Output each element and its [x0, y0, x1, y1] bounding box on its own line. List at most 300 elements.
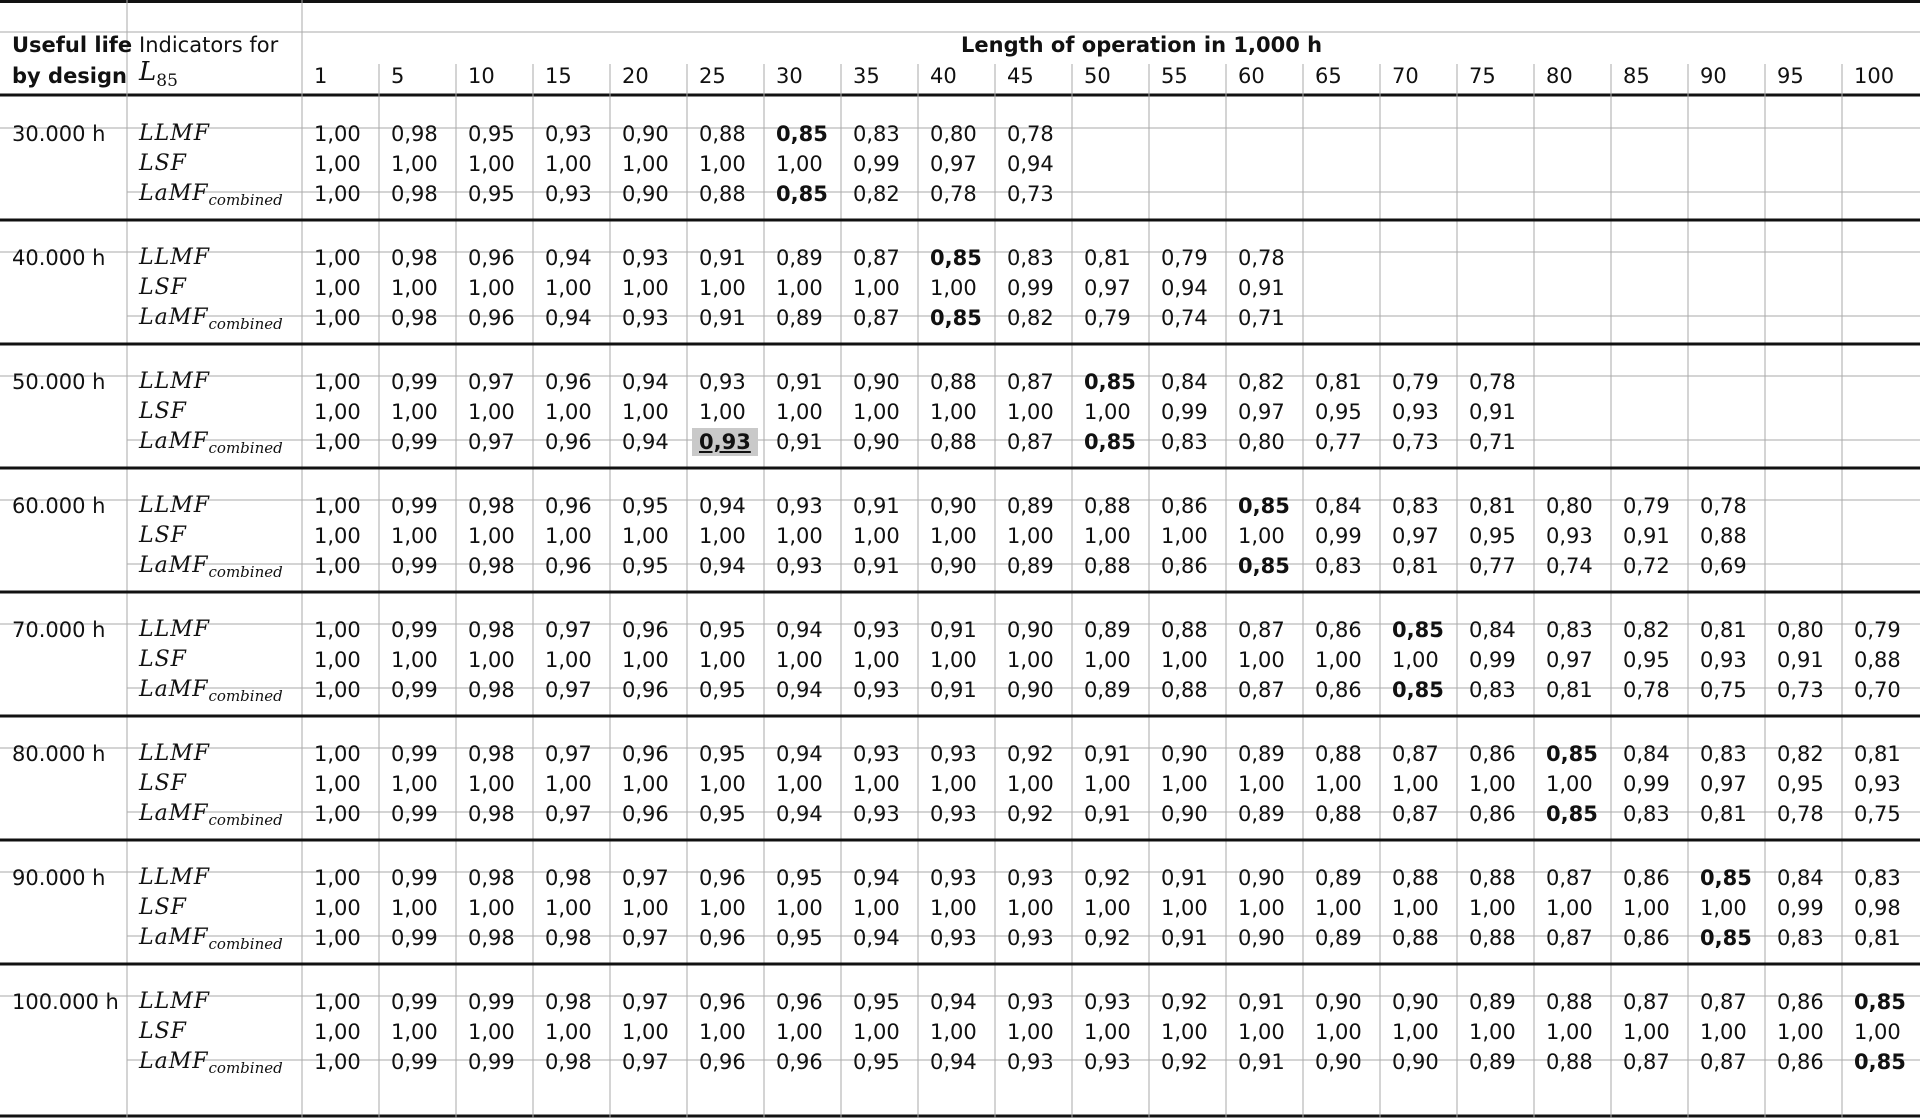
table-cell: 0,99 — [853, 152, 900, 176]
table-cell: 0,91 — [930, 678, 977, 702]
table-cell: 1,00 — [622, 1020, 669, 1044]
table-cell: 0,81 — [1469, 494, 1516, 518]
header-column-90: 90 — [1700, 64, 1727, 88]
table-cell: 0,95 — [1469, 524, 1516, 548]
group-label: 30.000 h — [12, 122, 106, 146]
table-cell: 0,96 — [699, 866, 746, 890]
header-column-30: 30 — [776, 64, 803, 88]
table-cell: 1,00 — [1007, 400, 1054, 424]
table-cell: 0,94 — [930, 1050, 977, 1074]
table-cell: 0,93 — [853, 802, 900, 826]
table-cell: 0,94 — [776, 678, 823, 702]
table-cell: 0,93 — [853, 742, 900, 766]
table-cell: 0,91 — [1469, 400, 1516, 424]
table-cell: 1,00 — [1623, 896, 1670, 920]
table-cell: 0,69 — [1700, 554, 1747, 578]
table-cell: 0,83 — [1777, 926, 1824, 950]
table-cell: 0,99 — [391, 926, 438, 950]
table-cell: 0,88 — [1392, 866, 1439, 890]
table-cell: 0,99 — [391, 430, 438, 454]
table-cell: 0,80 — [930, 122, 977, 146]
table-cell: 0,81 — [1854, 742, 1901, 766]
table-cell: 0,83 — [1161, 430, 1208, 454]
table-cell: 1,00 — [776, 524, 823, 548]
table-cell: 1,00 — [622, 896, 669, 920]
table-cell: 0,88 — [699, 122, 746, 146]
table-cell: 0,88 — [930, 430, 977, 454]
table-cell: 0,86 — [1777, 990, 1824, 1014]
table-cell: 0,98 — [468, 866, 515, 890]
indicator-label: LSF — [139, 151, 187, 176]
table-cell: 0,99 — [1623, 772, 1670, 796]
table-cell: 0,93 — [930, 742, 977, 766]
table-cell: 1,00 — [622, 648, 669, 672]
table-cell: 1,00 — [545, 276, 592, 300]
table-cell: 0,87 — [1007, 430, 1054, 454]
table-cell: 0,79 — [1623, 494, 1670, 518]
table-cell: 0,96 — [699, 926, 746, 950]
table-cell: 0,99 — [391, 370, 438, 394]
table-cell: 0,96 — [622, 742, 669, 766]
table-cell: 0,99 — [391, 494, 438, 518]
table-cell: 1,00 — [468, 524, 515, 548]
indicator-label: LLMF — [139, 865, 211, 890]
table-cell: 1,00 — [776, 400, 823, 424]
table-cell: 0,87 — [1623, 990, 1670, 1014]
table-cell: 0,95 — [699, 742, 746, 766]
header-column-5: 5 — [391, 64, 405, 88]
table-cell: 1,00 — [1392, 896, 1439, 920]
indicator-label: LLMF — [139, 617, 211, 642]
table-cell: 0,88 — [1546, 990, 1593, 1014]
table-cell: 0,97 — [1238, 400, 1285, 424]
table-cell: 1,00 — [314, 494, 361, 518]
table-cell: 0,95 — [776, 926, 823, 950]
table-cell: 0,93 — [1084, 1050, 1131, 1074]
header-column-60: 60 — [1238, 64, 1265, 88]
table-cell: 0,89 — [1315, 866, 1362, 890]
table-cell: 0,86 — [1315, 678, 1362, 702]
header-column-20: 20 — [622, 64, 649, 88]
table-cell: 0,91 — [1623, 524, 1670, 548]
table-cell: 1,00 — [1084, 524, 1131, 548]
indicator-label: LLMF — [139, 741, 211, 766]
table-cell: 0,81 — [1546, 678, 1593, 702]
table-cell: 0,95 — [699, 618, 746, 642]
table-cell: 0,93 — [622, 306, 669, 330]
table-cell: 0,86 — [1161, 554, 1208, 578]
table-cell: 1,00 — [1084, 1020, 1131, 1044]
table-cell: 0,78 — [1238, 246, 1285, 270]
table-cell: 0,73 — [1777, 678, 1824, 702]
indicator-label: LaMF$_{combined}$ — [139, 1049, 283, 1077]
table-cell: 0,92 — [1161, 990, 1208, 1014]
table-cell: 1,00 — [314, 772, 361, 796]
table-cell: 0,78 — [1623, 678, 1670, 702]
table-cell: 0,86 — [1469, 802, 1516, 826]
table-cell: 0,98 — [468, 926, 515, 950]
table-cell: 0,85 — [1700, 866, 1752, 890]
table-cell: 1,00 — [930, 400, 977, 424]
table-cell: 1,00 — [1469, 1020, 1516, 1044]
table-cell: 0,96 — [545, 554, 592, 578]
table-cell: 0,96 — [468, 246, 515, 270]
table-cell: 0,77 — [1469, 554, 1516, 578]
table-cell: 1,00 — [622, 276, 669, 300]
indicator-label: LaMF$_{combined}$ — [139, 181, 283, 209]
table-cell: 0,94 — [699, 494, 746, 518]
table-cell: 0,86 — [1623, 926, 1670, 950]
table-cell: 0,96 — [545, 494, 592, 518]
indicator-label: LSF — [139, 399, 187, 424]
table-cell: 0,95 — [1777, 772, 1824, 796]
table-cell: 0,88 — [1469, 926, 1516, 950]
table-cell: 0,90 — [1007, 678, 1054, 702]
table-cell: 0,87 — [1546, 926, 1593, 950]
table-cell: 1,00 — [1161, 648, 1208, 672]
table-cell: 0,81 — [1854, 926, 1901, 950]
header-indicators-line1: Indicators for — [139, 33, 279, 57]
table-cell: 0,86 — [1777, 1050, 1824, 1074]
table-cell: 1,00 — [853, 772, 900, 796]
table-cell: 0,98 — [545, 1050, 592, 1074]
table-cell: 0,86 — [1161, 494, 1208, 518]
table-cell: 0,84 — [1161, 370, 1208, 394]
table-cell: 0,98 — [1854, 896, 1901, 920]
table-cell: 0,90 — [1238, 926, 1285, 950]
table-cell: 1,00 — [391, 152, 438, 176]
table-cell: 0,91 — [699, 306, 746, 330]
table-cell: 1,00 — [545, 1020, 592, 1044]
table-cell: 0,96 — [545, 370, 592, 394]
table-cell: 1,00 — [699, 400, 746, 424]
table-cell: 0,89 — [1084, 678, 1131, 702]
table-cell: 0,93 — [545, 122, 592, 146]
table-cell: 0,98 — [391, 306, 438, 330]
table-cell: 1,00 — [1546, 1020, 1593, 1044]
header-column-40: 40 — [930, 64, 957, 88]
table-cell: 0,98 — [545, 990, 592, 1014]
table-cell: 0,93 — [622, 246, 669, 270]
table-cell: 1,00 — [776, 152, 823, 176]
table-cell: 1,00 — [1315, 772, 1362, 796]
table-cell: 1,00 — [314, 678, 361, 702]
table-cell: 1,00 — [391, 276, 438, 300]
table-cell: 0,82 — [853, 182, 900, 206]
header-column-70: 70 — [1392, 64, 1419, 88]
table-cell: 0,90 — [930, 494, 977, 518]
table-cell: 0,88 — [1700, 524, 1747, 548]
table-cell: 1,00 — [930, 772, 977, 796]
table-cell: 1,00 — [545, 524, 592, 548]
table-cell: 0,89 — [1238, 802, 1285, 826]
table-cell: 1,00 — [314, 618, 361, 642]
header-column-65: 65 — [1315, 64, 1342, 88]
table-cell: 1,00 — [314, 1050, 361, 1074]
table-cell: 1,00 — [314, 430, 361, 454]
group-label: 90.000 h — [12, 866, 106, 890]
table-cell: 0,86 — [1623, 866, 1670, 890]
table-cell: 1,00 — [1392, 648, 1439, 672]
table-cell: 1,00 — [622, 772, 669, 796]
table-cell: 0,85 — [930, 306, 982, 330]
table-cell: 0,86 — [1315, 618, 1362, 642]
header-column-1: 1 — [314, 64, 328, 88]
indicator-label: LSF — [139, 275, 187, 300]
table-cell: 0,78 — [1469, 370, 1516, 394]
header-column-80: 80 — [1546, 64, 1573, 88]
table-cell: 1,00 — [930, 1020, 977, 1044]
table-cell: 0,97 — [622, 990, 669, 1014]
indicator-label: LLMF — [139, 121, 211, 146]
table-cell: 0,88 — [1084, 554, 1131, 578]
table-cell: 0,89 — [1007, 554, 1054, 578]
table-cell: 0,93 — [1007, 926, 1054, 950]
table-cell: 1,00 — [314, 246, 361, 270]
table-cell: 0,97 — [545, 802, 592, 826]
table-cell: 0,93 — [776, 494, 823, 518]
table-cell: 0,83 — [1623, 802, 1670, 826]
table-cell: 0,97 — [545, 742, 592, 766]
table-cell: 0,93 — [1854, 772, 1901, 796]
table-cell: 1,00 — [314, 554, 361, 578]
table-cell: 0,85 — [776, 122, 828, 146]
table-cell: 1,00 — [1007, 1020, 1054, 1044]
table-cell: 0,98 — [545, 866, 592, 890]
table-cell: 1,00 — [930, 896, 977, 920]
table-cell: 0,99 — [1315, 524, 1362, 548]
table-cell: 0,98 — [391, 246, 438, 270]
table-cell: 0,94 — [1161, 276, 1208, 300]
table-cell: 1,00 — [699, 896, 746, 920]
table-cell: 0,88 — [930, 370, 977, 394]
table-cell: 1,00 — [1161, 772, 1208, 796]
table-cell: 0,87 — [1238, 678, 1285, 702]
table-cell: 0,88 — [1315, 742, 1362, 766]
group-label: 80.000 h — [12, 742, 106, 766]
table-cell: 0,79 — [1084, 306, 1131, 330]
table-cell: 0,75 — [1700, 678, 1747, 702]
table-cell: 1,00 — [1546, 896, 1593, 920]
table-cell: 0,89 — [1238, 742, 1285, 766]
table-cell: 1,00 — [468, 648, 515, 672]
table-cell: 0,82 — [1238, 370, 1285, 394]
table-cell: 0,99 — [391, 618, 438, 642]
table-cell: 1,00 — [391, 648, 438, 672]
table-cell: 0,74 — [1546, 554, 1593, 578]
table-cell: 0,85 — [1546, 742, 1598, 766]
table-cell: 0,94 — [622, 370, 669, 394]
indicator-label: LSF — [139, 647, 187, 672]
table-cell: 0,97 — [468, 370, 515, 394]
table-cell: 0,96 — [622, 802, 669, 826]
table-cell: 0,82 — [1623, 618, 1670, 642]
table-cell: 0,89 — [1469, 1050, 1516, 1074]
indicator-label: LSF — [139, 1019, 187, 1044]
table-cell: 0,99 — [1469, 648, 1516, 672]
table-cell: 0,89 — [1084, 618, 1131, 642]
table-cell: 1,00 — [1392, 772, 1439, 796]
table-cell: 0,78 — [1777, 802, 1824, 826]
table-cell: 0,89 — [1007, 494, 1054, 518]
table-cell: 0,97 — [545, 618, 592, 642]
table-cell: 0,97 — [468, 430, 515, 454]
table-cell: 0,71 — [1238, 306, 1285, 330]
table-cell: 1,00 — [776, 276, 823, 300]
table-cell: 0,96 — [699, 1050, 746, 1074]
table-cell: 0,84 — [1623, 742, 1670, 766]
header-column-10: 10 — [468, 64, 495, 88]
table-cell: 0,85 — [1854, 1050, 1906, 1074]
table-cell: 1,00 — [1007, 772, 1054, 796]
table-cell: 1,00 — [314, 524, 361, 548]
table-cell: 0,90 — [1392, 1050, 1439, 1074]
indicator-label: LLMF — [139, 493, 211, 518]
group-label: 70.000 h — [12, 618, 106, 642]
table-cell: 0,72 — [1623, 554, 1670, 578]
table-cell: 0,74 — [1161, 306, 1208, 330]
table-cell: 0,81 — [1700, 618, 1747, 642]
table-cell: 0,98 — [468, 802, 515, 826]
table-cell: 0,90 — [1315, 1050, 1362, 1074]
table-cell: 0,97 — [1392, 524, 1439, 548]
table-cell: 0,78 — [1007, 122, 1054, 146]
table-cell: 1,00 — [776, 772, 823, 796]
table-cell: 0,90 — [1161, 742, 1208, 766]
table-cell: 0,89 — [1315, 926, 1362, 950]
table-cell: 0,84 — [1469, 618, 1516, 642]
table-cell: 0,81 — [1084, 246, 1131, 270]
table-cell: 1,00 — [391, 1020, 438, 1044]
table-cell: 0,83 — [1469, 678, 1516, 702]
table-cell: 0,79 — [1161, 246, 1208, 270]
l85-symbol: L — [139, 57, 157, 87]
table-cell: 0,94 — [930, 990, 977, 1014]
table-cell: 0,94 — [699, 554, 746, 578]
table-cell: 0,87 — [1546, 866, 1593, 890]
table-cell: 1,00 — [699, 1020, 746, 1044]
table-cell: 1,00 — [1700, 896, 1747, 920]
table-cell: 0,93 — [776, 554, 823, 578]
table-cell: 0,97 — [930, 152, 977, 176]
table-cell: 0,90 — [930, 554, 977, 578]
table-cell: 0,98 — [468, 554, 515, 578]
table-cell: 0,85 — [1392, 618, 1444, 642]
table-cell: 1,00 — [1238, 896, 1285, 920]
table-cell: 1,00 — [468, 896, 515, 920]
table-cell: 0,78 — [1700, 494, 1747, 518]
table-cell: 0,87 — [1392, 802, 1439, 826]
table-cell: 1,00 — [468, 1020, 515, 1044]
table-cell: 1,00 — [853, 400, 900, 424]
table-cell: 1,00 — [545, 400, 592, 424]
table-cell: 0,95 — [699, 802, 746, 826]
table-cell: 0,96 — [776, 990, 823, 1014]
table-cell: 1,00 — [314, 1020, 361, 1044]
table-cell: 0,95 — [853, 990, 900, 1014]
table-cell: 0,83 — [1007, 246, 1054, 270]
table-cell: 1,00 — [853, 896, 900, 920]
table-cell: 1,00 — [1315, 896, 1362, 920]
table-cell: 0,83 — [1546, 618, 1593, 642]
table-cell: 0,90 — [1392, 990, 1439, 1014]
table-cell: 0,94 — [776, 742, 823, 766]
table-cell: 0,81 — [1315, 370, 1362, 394]
group-label: 60.000 h — [12, 494, 106, 518]
table-cell: 0,88 — [1392, 926, 1439, 950]
table-cell: 1,00 — [1084, 400, 1131, 424]
table-cell: 1,00 — [314, 866, 361, 890]
header-column-55: 55 — [1161, 64, 1188, 88]
table-cell: 0,83 — [1854, 866, 1901, 890]
table-cell: 0,98 — [391, 182, 438, 206]
table-cell: 1,00 — [314, 182, 361, 206]
table-cell: 1,00 — [930, 648, 977, 672]
table-cell: 0,93 — [1007, 990, 1054, 1014]
table-cell: 0,98 — [468, 678, 515, 702]
table-cell: 0,87 — [1623, 1050, 1670, 1074]
table-cell: 0,73 — [1007, 182, 1054, 206]
table-cell: 0,85 — [1238, 494, 1290, 518]
table-cell: 0,99 — [468, 990, 515, 1014]
table-cell: 0,81 — [1700, 802, 1747, 826]
indicator-label: LSF — [139, 895, 187, 920]
table-cell: 0,99 — [391, 1050, 438, 1074]
table-cell: 0,96 — [622, 678, 669, 702]
table-cell: 0,98 — [391, 122, 438, 146]
table-cell: 0,94 — [545, 246, 592, 270]
table-cell: 1,00 — [853, 648, 900, 672]
table-cell: 0,80 — [1546, 494, 1593, 518]
table-cell: 0,71 — [1469, 430, 1516, 454]
table-cell: 0,93 — [1546, 524, 1593, 548]
table-cell: 0,85 — [930, 246, 982, 270]
table-cell: 0,99 — [391, 866, 438, 890]
table-cell: 0,75 — [1854, 802, 1901, 826]
table-cell: 0,96 — [468, 306, 515, 330]
table-cell: 0,88 — [1161, 618, 1208, 642]
table-cell: 0,95 — [1315, 400, 1362, 424]
table-cell: 1,00 — [1315, 648, 1362, 672]
table-cell: 1,00 — [1238, 1020, 1285, 1044]
header-column-35: 35 — [853, 64, 880, 88]
table-cell: 0,89 — [1469, 990, 1516, 1014]
table-cell: 1,00 — [545, 772, 592, 796]
indicator-label: LLMF — [139, 245, 211, 270]
table-cell: 1,00 — [1777, 1020, 1824, 1044]
table-cell: 0,88 — [1084, 494, 1131, 518]
table-cell: 0,93 — [1392, 400, 1439, 424]
table-cell: 1,00 — [1084, 648, 1131, 672]
table-cell: 1,00 — [622, 524, 669, 548]
header-column-100: 100 — [1854, 64, 1895, 88]
table-cell: 0,88 — [1469, 866, 1516, 890]
table-cell: 0,91 — [930, 618, 977, 642]
table-cell: 0,99 — [391, 990, 438, 1014]
header-column-95: 95 — [1777, 64, 1804, 88]
table-cell: 0,82 — [1007, 306, 1054, 330]
table-cell: 0,95 — [622, 554, 669, 578]
table-cell: 1,00 — [1546, 772, 1593, 796]
table-cell: 1,00 — [622, 152, 669, 176]
table-cell: 0,79 — [1392, 370, 1439, 394]
table-cell: 1,00 — [776, 896, 823, 920]
table-cell: 0,97 — [622, 866, 669, 890]
table-cell: 0,97 — [1084, 276, 1131, 300]
table-cell: 1,00 — [314, 276, 361, 300]
table-cell: 0,98 — [468, 618, 515, 642]
table-cell: 0,98 — [468, 742, 515, 766]
